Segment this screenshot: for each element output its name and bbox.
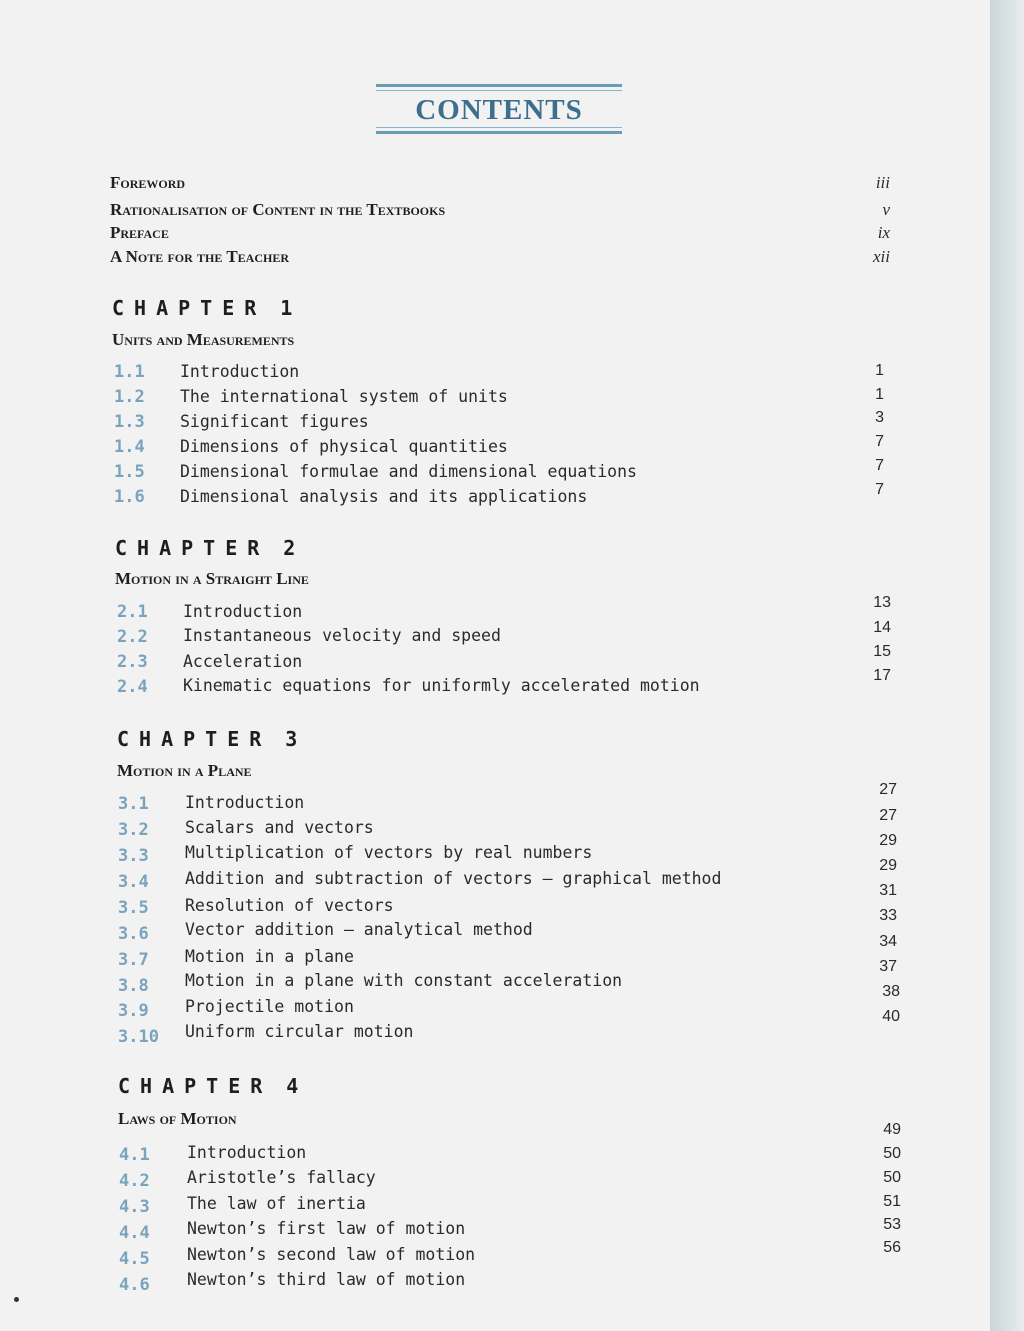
section-title: Introduction	[180, 362, 300, 381]
section-page: 15	[873, 643, 891, 660]
section-title: Introduction	[183, 602, 303, 621]
chapter-title[interactable]: Motion in a Plane	[117, 761, 252, 780]
contents-heading-block	[376, 84, 622, 136]
section-number: 4.3	[119, 1197, 150, 1217]
section-title: Newton’s second law of motion	[187, 1245, 476, 1264]
section-page: 14	[873, 619, 891, 636]
prelim-page: iii	[875, 173, 890, 192]
section-title: Instantaneous velocity and speed	[183, 626, 501, 645]
chapter-heading	[118, 1074, 308, 1098]
section-title: Newton’s first law of motion	[187, 1219, 466, 1238]
section-number: 3.8	[118, 976, 149, 996]
section-page: 40	[882, 1008, 900, 1025]
section-page: 27	[879, 807, 897, 824]
section-page: 37	[879, 958, 897, 975]
section-page: 1	[875, 362, 884, 379]
section-page: 7	[875, 481, 884, 498]
title-rule-top	[376, 84, 622, 87]
page-edge-shadow	[990, 0, 1024, 1331]
section-title: Significant figures	[180, 412, 369, 431]
page-title: CONTENTS	[415, 94, 583, 126]
section-number: 1.5	[114, 462, 145, 482]
section-title: Dimensional analysis and its applications	[180, 487, 588, 506]
section-page: 50	[883, 1169, 901, 1186]
section-page: 29	[879, 832, 897, 849]
section-page: 17	[873, 667, 891, 684]
section-title: Acceleration	[183, 652, 303, 671]
section-title: Kinematic equations for uniformly accelerated motion	[183, 676, 700, 695]
section-title: Projectile motion	[185, 997, 354, 1016]
section-page: 53	[883, 1216, 901, 1233]
section-number: 2.4	[117, 677, 148, 697]
section-number: 4.5	[119, 1249, 150, 1269]
section-title: Newton’s third law of motion	[187, 1270, 466, 1289]
prelim-label: Rationalisation of Content in the Textbooks	[110, 200, 446, 219]
section-page: 51	[883, 1193, 901, 1210]
print-speck	[14, 1297, 19, 1302]
section-number: 3.5	[118, 898, 149, 918]
chapter-number: 2	[283, 536, 306, 560]
section-page: 33	[879, 907, 897, 924]
section-number: 1.6	[114, 487, 145, 507]
section-number: 3.6	[118, 924, 149, 944]
section-title: Introduction	[185, 793, 305, 812]
prelim-entry[interactable]	[110, 173, 890, 195]
section-number: 1.2	[114, 387, 145, 407]
section-number: 1.4	[114, 437, 145, 457]
title-rule-bottom-thin	[376, 127, 622, 128]
section-number: 3.9	[118, 1001, 149, 1021]
section-number: 4.2	[119, 1171, 150, 1191]
prelim-page: ix	[877, 223, 890, 242]
prelim-page: xii	[873, 247, 890, 266]
section-page: 56	[883, 1239, 901, 1256]
chapter-word: CHAPTER	[112, 296, 267, 320]
section-number: 4.4	[119, 1223, 150, 1243]
chapter-number: 4	[286, 1074, 309, 1098]
prelim-entry[interactable]	[110, 223, 890, 245]
section-title: Vector addition – analytical method	[185, 920, 533, 939]
section-page: 29	[879, 857, 897, 874]
chapter-number: 1	[280, 296, 303, 320]
prelim-label: Preface	[110, 223, 169, 242]
chapter-title[interactable]: Motion in a Straight Line	[115, 569, 309, 588]
section-title: Introduction	[187, 1143, 307, 1162]
section-title: Resolution of vectors	[185, 896, 394, 915]
section-title: Uniform circular motion	[185, 1022, 414, 1041]
section-page: 1	[875, 386, 884, 403]
chapter-word: CHAPTER	[115, 536, 270, 560]
section-page: 38	[882, 983, 900, 1000]
section-number: 3.4	[118, 872, 149, 892]
section-title: Dimensional formulae and dimensional equations	[180, 462, 637, 481]
section-number: 2.3	[117, 652, 148, 672]
section-number: 4.1	[119, 1145, 150, 1165]
chapter-title[interactable]: Laws of Motion	[118, 1109, 237, 1128]
section-number: 3.1	[118, 794, 149, 814]
section-title: Dimensions of physical quantities	[180, 437, 508, 456]
section-number: 2.2	[117, 627, 148, 647]
chapter-heading	[112, 296, 302, 320]
section-page: 31	[879, 882, 897, 899]
section-title: Scalars and vectors	[185, 818, 374, 837]
section-title: The law of inertia	[187, 1194, 366, 1213]
chapter-number: 3	[285, 727, 308, 751]
section-title: Motion in a plane	[185, 947, 354, 966]
prelim-page: v	[882, 200, 890, 219]
section-number: 1.3	[114, 412, 145, 432]
section-page: 50	[883, 1145, 901, 1162]
chapter-heading	[115, 536, 305, 560]
section-number: 4.6	[119, 1275, 150, 1295]
section-number: 1.1	[114, 362, 145, 382]
prelim-entry[interactable]	[110, 200, 890, 222]
chapter-title[interactable]: Units and Measurements	[112, 330, 295, 349]
title-rule-top-thin	[376, 90, 622, 91]
section-number: 2.1	[117, 602, 148, 622]
title-rule-bottom	[376, 131, 622, 134]
section-number: 3.2	[118, 820, 149, 840]
section-number: 3.3	[118, 846, 149, 866]
prelim-entry[interactable]	[110, 247, 890, 269]
section-page: 49	[883, 1121, 901, 1138]
section-title: Multiplication of vectors by real numbers	[185, 843, 593, 862]
prelim-label: Foreword	[110, 173, 186, 192]
chapter-word: CHAPTER	[118, 1074, 273, 1098]
section-page: 27	[879, 781, 897, 798]
section-page: 7	[875, 457, 884, 474]
section-page: 3	[875, 409, 884, 426]
section-title: Addition and subtraction of vectors – graphical method	[185, 869, 722, 888]
section-title: Motion in a plane with constant acceleration	[185, 971, 623, 990]
section-title: The international system of units	[180, 387, 508, 406]
chapter-word: CHAPTER	[117, 727, 272, 751]
section-page: 7	[875, 433, 884, 450]
section-number: 3.7	[118, 950, 149, 970]
prelim-label: A Note for the Teacher	[110, 247, 290, 266]
section-number: 3.10	[118, 1027, 159, 1047]
section-title: Aristotle’s fallacy	[187, 1168, 376, 1187]
section-page: 34	[879, 933, 897, 950]
chapter-heading	[117, 727, 307, 751]
section-page: 13	[873, 594, 891, 611]
